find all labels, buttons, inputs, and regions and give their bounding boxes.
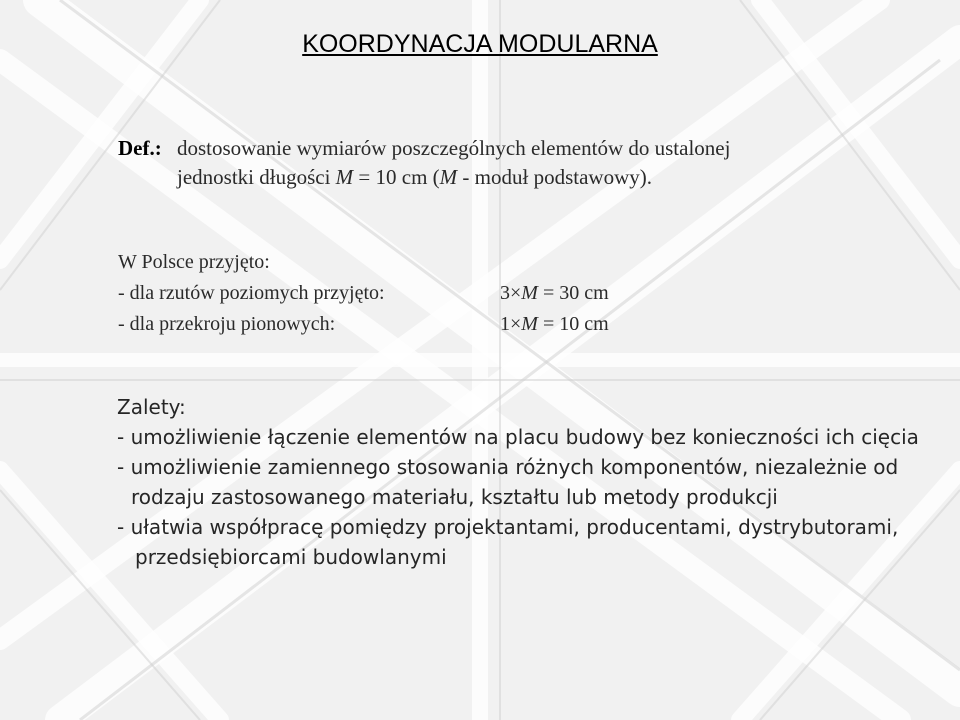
poland-block [118,247,609,340]
page-title: KOORDYNACJA MODULARNA [302,30,658,58]
poland-heading: W Polsce przyjęto: [118,251,270,273]
poland-row-value: 1×M = 10 cm [500,313,609,335]
advantage-item: - umożliwienie łączenie elementów na placu budowy bez konieczności ich cięcia [117,425,919,449]
poland-row-label: - dla rzutów poziomych przyjęto: [118,282,385,304]
module-symbol: M [521,282,538,304]
advantage-item: - ułatwia współpracę pomiędzy projektantami, producentami, dystrybutorami, [117,515,899,539]
definition-text [177,134,730,192]
module-symbol: M [439,165,458,189]
poland-row-label: - dla przekroju pionowych: [118,313,336,335]
advantages-heading: Zalety: [117,395,186,419]
module-symbol: M [521,313,538,335]
definition-line2-b: = 10 cm ( [353,165,440,189]
definition-label: Def.: [118,136,162,160]
poland-row-horizontal [118,278,609,309]
poland-row-vertical [118,309,609,340]
definition-line2-a: jednostki długości [177,165,336,189]
advantage-item-continuation: rodzaju zastosowanego materiału, kształtu lub metody produkcji [131,485,778,509]
advantages-block [117,392,919,572]
definition-line1: dostosowanie wymiarów poszczególnych elementów do ustalonej [177,136,731,160]
module-symbol: M [335,165,354,189]
definition-block [118,134,731,189]
advantage-item: - umożliwienie zamiennego stosowania różnych komponentów, niezależnie od [117,455,899,479]
poland-row-value: 3×M = 30 cm [500,282,609,304]
definition-line2-c: - moduł podstawowy). [457,165,652,189]
advantage-item-continuation: przedsiębiorcami budowlanymi [135,545,447,569]
